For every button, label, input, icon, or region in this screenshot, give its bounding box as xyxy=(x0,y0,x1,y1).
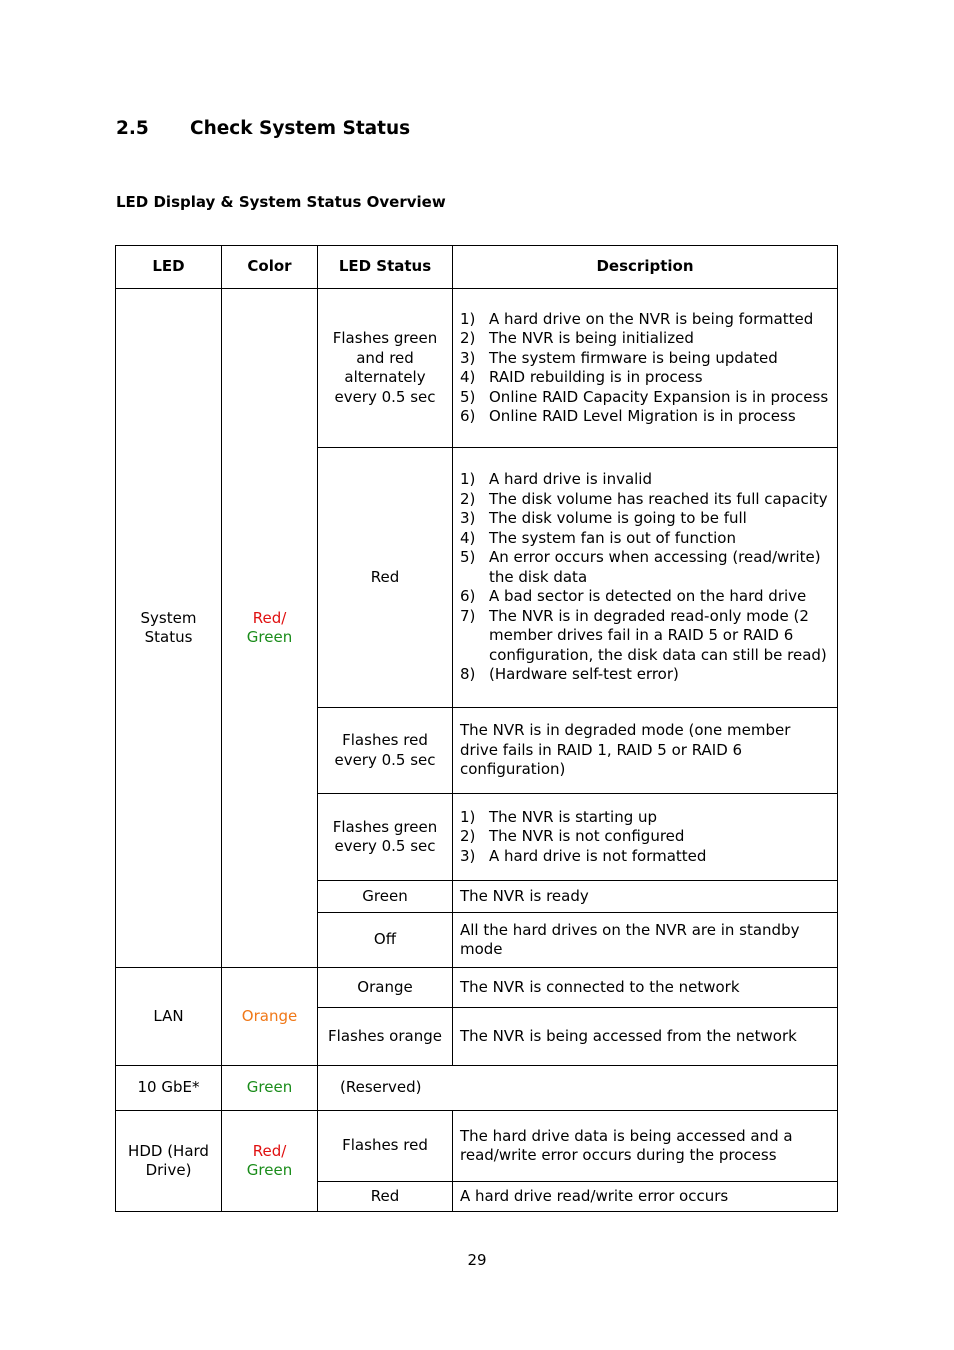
table-row xyxy=(116,1066,838,1111)
description-cell xyxy=(453,448,838,708)
description-cell: The NVR is being accessed from the network xyxy=(453,1008,838,1066)
description-cell: The NVR is ready xyxy=(453,881,838,913)
description-cell: The NVR is connected to the network xyxy=(453,968,838,1008)
description-cell xyxy=(453,289,838,448)
list-item: 8) (Hardware self-test error) xyxy=(460,665,679,684)
table-row xyxy=(116,289,838,448)
list-item: 1) A hard drive is invalid xyxy=(460,470,653,489)
status-cell: Flashes green and red alternately every 0.5 sec xyxy=(318,289,453,448)
list-item: 6) A bad sector is detected on the hard drive xyxy=(460,587,807,606)
header-description: Description xyxy=(453,246,838,289)
section-number: 2.5 xyxy=(116,118,149,139)
description-list xyxy=(460,310,830,427)
color-green-label: Green xyxy=(222,1066,318,1111)
list-item: 2) The disk volume has reached its full capacity xyxy=(460,489,828,508)
table-heading: LED Display & System Status Overview xyxy=(116,193,446,211)
color-hdd xyxy=(222,1111,318,1212)
description-list xyxy=(460,470,830,685)
description-cell xyxy=(453,794,838,881)
status-cell: Green xyxy=(318,881,453,913)
color-system-status xyxy=(222,289,318,968)
page-number: 29 xyxy=(467,1251,487,1269)
led-10gbe: 10 GbE* xyxy=(116,1066,222,1111)
header-color: Color xyxy=(222,246,318,289)
list-item: 4) The system fan is out of function xyxy=(460,528,736,547)
list-item: 5) An error occurs when accessing (read/write) the disk data xyxy=(460,548,821,586)
table-row xyxy=(116,1111,838,1182)
list-item: 3) The system firmware is being updated xyxy=(460,348,778,367)
list-item: 3) A hard drive is not formatted xyxy=(460,846,707,865)
status-cell: Orange xyxy=(318,968,453,1008)
status-cell: Flashes red xyxy=(318,1111,453,1182)
status-cell: Red xyxy=(318,1182,453,1212)
color-orange-label: Orange xyxy=(222,968,318,1066)
color-green-label: Green xyxy=(246,1161,293,1179)
status-cell: Flashes green every 0.5 sec xyxy=(318,794,453,881)
list-item: 5) Online RAID Capacity Expansion is in process xyxy=(460,387,829,406)
led-lan: LAN xyxy=(116,968,222,1066)
description-cell: The hard drive data is being accessed and a read/write error occurs during the process xyxy=(453,1111,838,1182)
description-list xyxy=(460,808,830,867)
list-item: 4) RAID rebuilding is in process xyxy=(460,368,703,386)
section-heading xyxy=(116,118,410,139)
list-item: 3) The disk volume is going to be full xyxy=(460,509,747,528)
status-cell: Red xyxy=(318,448,453,708)
header-led: LED xyxy=(116,246,222,289)
list-item: 2) The NVR is not configured xyxy=(460,827,685,846)
table-header-row xyxy=(116,246,838,289)
description-cell: A hard drive read/write error occurs xyxy=(453,1182,838,1212)
status-cell: Flashes orange xyxy=(318,1008,453,1066)
header-led-status: LED Status xyxy=(318,246,453,289)
led-hdd: HDD (Hard Drive) xyxy=(116,1111,222,1212)
section-title: Check System Status xyxy=(190,118,411,139)
list-item: 7) The NVR is in degraded read-only mode (2 member drives fail in a RAID 5 or RAID 6 configuration, the disk data can still be read) xyxy=(460,606,827,664)
description-cell: The NVR is in degraded mode (one member drive fails in RAID 1, RAID 5 or RAID 6 configuration) xyxy=(453,708,838,794)
description-cell: All the hard drives on the NVR are in standby mode xyxy=(453,913,838,968)
status-cell: Off xyxy=(318,913,453,968)
color-red-label: Red/ xyxy=(252,608,287,627)
color-green-label: Green xyxy=(246,628,293,646)
list-item: 1) A hard drive on the NVR is being formatted xyxy=(460,309,814,328)
color-red-label: Red/ xyxy=(252,1141,287,1160)
table-row xyxy=(116,968,838,1008)
reserved-cell: (Reserved) xyxy=(318,1066,838,1111)
status-cell: Flashes red every 0.5 sec xyxy=(318,708,453,794)
list-item: 1) The NVR is starting up xyxy=(460,807,658,826)
led-status-table xyxy=(115,245,838,1212)
list-item: 2) The NVR is being initialized xyxy=(460,329,694,347)
list-item: 6) Online RAID Level Migration is in process xyxy=(460,407,796,425)
led-system-status: System Status xyxy=(116,289,222,968)
